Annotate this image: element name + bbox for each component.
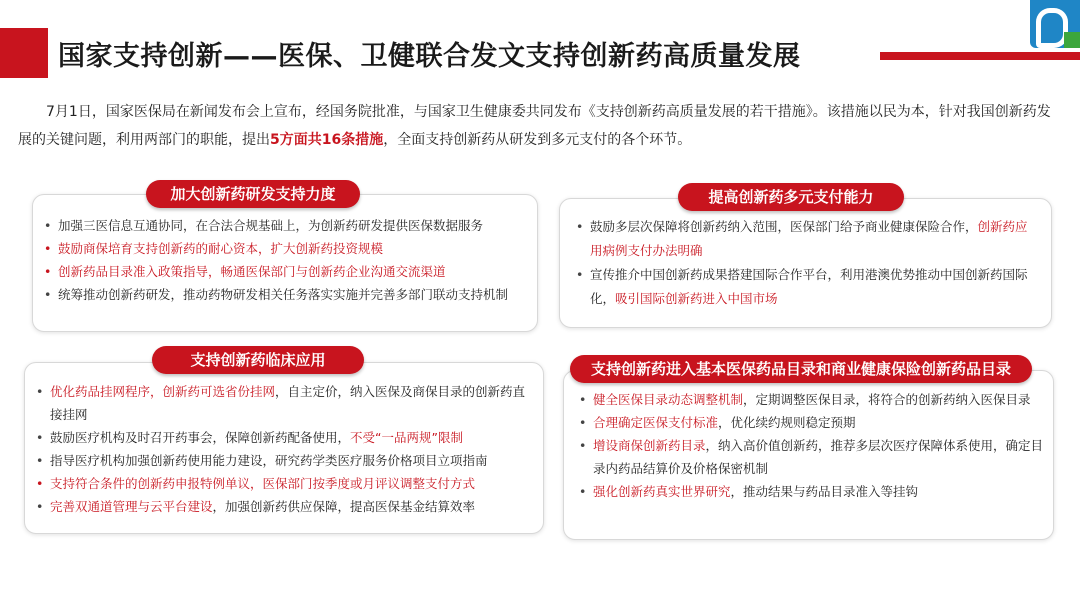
item-text: ，纳入高价值创新药，推荐多层次医疗保障体系使用，确定目录内药品结算价及价格保密机制	[593, 438, 1044, 476]
list-item: • 支持符合条件的创新药申报特例单议，医保部门按季度或月评议调整支付方式	[34, 472, 536, 495]
item-highlight: 优化药品挂网程序，创新药可选省份挂网	[50, 384, 276, 399]
section-rd-title: 加大创新药研发支持力度	[146, 180, 360, 208]
list-item	[577, 434, 1047, 480]
list-item	[577, 388, 1047, 411]
list-item	[34, 495, 536, 518]
item-text: ，优化续约规则稳定预期	[718, 415, 856, 430]
section-clinical-title: 支持创新药临床应用	[152, 346, 364, 374]
item-highlight: 增设商保创新药目录	[593, 438, 706, 453]
item-text: ，推动结果与药品目录准入等挂钩	[730, 484, 919, 499]
list-item	[577, 480, 1047, 503]
item-text: ，加强创新药供应保障，提高医保基金结算效率	[212, 499, 476, 514]
page-title: 国家支持创新——医保、卫健联合发文支持创新药高质量发展	[58, 41, 801, 72]
item-highlight: 创新药应用病例支付办法明确	[590, 219, 1028, 258]
intro-text-post: ，全面支持创新药从研发到多元支付的各个环节。	[383, 132, 692, 148]
title-rule	[880, 52, 1080, 60]
list-item	[34, 380, 536, 426]
item-highlight: 不受“一品两规”限制	[350, 430, 463, 445]
section-catalog-title: 支持创新药进入基本医保药品目录和商业健康保险创新药品目录	[570, 355, 1032, 383]
list-item	[34, 426, 536, 449]
list-item: • 指导医疗机构加强创新药使用能力建设，研究药学类医疗服务价格项目立项指南	[34, 449, 536, 472]
list-item: • 统筹推动创新药研发，推动药物研发相关任务落实实施并完善多部门联动支持机制	[42, 283, 532, 306]
item-text: 鼓励多层次保障将创新药纳入范围，医保部门给予商业健康保险合作，	[590, 219, 978, 234]
intro-text-pre: 7月1日，国家医保局在新闻发布会上宣布，经国务院批准，与国家卫生健康委共同发布《支持创新药高质量发展的若干措施》。该措施以民为本，针对我国创新药发展的关键问题，利用两部门的职能，提出	[18, 104, 1051, 148]
intro-highlight: 5方面共16条措施	[270, 132, 384, 148]
section-catalog-list	[577, 388, 1047, 503]
list-item: • 鼓励商保培育支持创新药的耐心资本，扩大创新药投资规模	[42, 237, 532, 260]
section-rd-list	[42, 214, 532, 306]
list-item: • 加强三医信息互通协同，在合法合规基础上，为创新药研发提供医保数据服务	[42, 214, 532, 237]
item-highlight: 吸引国际创新药进入中国市场	[615, 291, 778, 306]
list-item	[574, 263, 1040, 311]
section-payment-title: 提高创新药多元支付能力	[678, 183, 904, 211]
item-text: 宣传推介中国创新药成果搭建国际合作平台，利用港澳优势推动中国创新药国际化，	[590, 267, 1028, 306]
title-accent-bar	[0, 28, 48, 78]
item-highlight: 强化创新药真实世界研究	[593, 484, 731, 499]
intro-paragraph	[18, 98, 1062, 154]
list-item: • 创新药品目录准入政策指导，畅通医保部门与创新药企业沟通交流渠道	[42, 260, 532, 283]
item-text: ，自主定价，纳入医保及商保目录的创新药直接挂网	[50, 384, 526, 422]
section-clinical-list	[34, 380, 536, 518]
item-text: ，定期调整医保目录，将符合的创新药纳入医保目录	[743, 392, 1031, 407]
item-highlight: 健全医保目录动态调整机制	[593, 392, 744, 407]
brand-logo-icon	[1030, 0, 1080, 48]
item-text: 鼓励医疗机构及时召开药事会，保障创新药配备使用，	[50, 430, 351, 445]
list-item	[577, 411, 1047, 434]
item-highlight: 完善双通道管理与云平台建设	[50, 499, 213, 514]
list-item	[574, 215, 1040, 263]
item-highlight: 合理确定医保支付标准	[593, 415, 719, 430]
section-payment-list	[574, 215, 1040, 311]
